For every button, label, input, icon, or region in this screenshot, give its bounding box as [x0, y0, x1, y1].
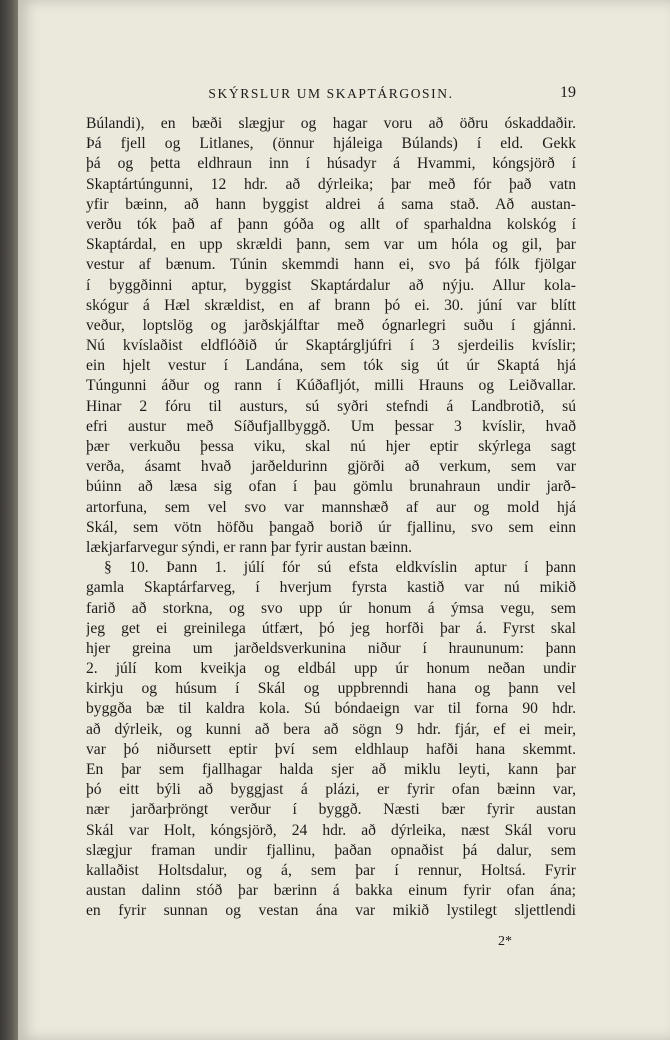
text-line: slægjur framan undir fjallinu, þaðan opnaðist þá dalur, sem	[86, 841, 576, 859]
text-line: Nú kvíslaðist eldflóðið úr Skaptárgljúfri í 3 sjerdeilis kvíslir;	[86, 337, 576, 355]
text-line: jeg get ei greinilega útfært, þó jeg horfði þar á. Fyrst skal	[86, 619, 576, 637]
text-line: í byggðinni aptur, byggist Skaptárdalur að nýju. Allur kola-	[86, 276, 576, 294]
text-line: þá og þetta eldhraun inn í húsadyr á Hvammi, kóngsjörð í	[86, 155, 576, 173]
text-line: Skál var Holt, kóngsjörð, 24 hdr. að dýrleika, næst Skál voru	[86, 821, 576, 839]
text-line: að dýrleik, og kunni að bera að sögn 9 hdr. fjár, ef ei meir,	[86, 720, 576, 738]
text-line: vestur af bænum. Túnin skemmdi hann ei, svo þá fólk fjölgar	[86, 256, 576, 274]
text-line: kirkju og húsum í Skál og uppbrenndi hana og þann vel	[86, 680, 576, 698]
text-line: kallaðist Holtsdalur, og á, sem þar í rennur, Holtsá. Fyrir	[86, 861, 576, 879]
text-line: gamla Skaptárfarveg, í hverjum fyrsta kastið var nú mikið	[86, 579, 576, 597]
text-line: Túngunni áður og rann í Kúðafljót, milli Hrauns og Leiðvallar.	[86, 377, 576, 395]
text-line: ein hjelt vestur í Landána, sem tók sig út úr Skaptá hjá	[86, 357, 576, 375]
text-line: Skál, sem vötn höfðu þangað borið úr fjallinu, svo sem einn	[86, 518, 576, 536]
text-line: yfir bæinn, að hann byggist aldrei á sama stað. Að austan-	[86, 195, 576, 213]
text-line: Skaptártúngunni, 12 hdr. að dýrleika; þar með fór það vatn	[86, 175, 576, 193]
text-line: Þá fjell og Litlanes, (önnur hjáleiga Búlands) í eld. Gekk	[86, 135, 576, 153]
text-line: þó eitt býli að byggjast á plázi, er fyrir ofan bæinn var,	[86, 781, 576, 799]
text-line: verða, ásamt hvað jarðeldurinn gjörði að verkum, sem var	[86, 458, 576, 476]
text-line: veður, loptslög og jarðskjálftar með ógnarlegri suðu í gjánni.	[86, 316, 576, 334]
text-line: verðu tók það af þann góða og allt of sparhaldna kolskóg í	[86, 215, 576, 233]
text-line: 2. júlí kom kveikja og eldbál upp úr honum neðan undir	[86, 660, 576, 678]
text-line: en fyrir sunnan og vestan ána var mikið lystilegt sljettlendi	[86, 902, 576, 920]
text-line: Skaptárdal, en upp skrældi þann, sem var um hóla og gil, þar	[86, 236, 576, 254]
signature-mark: 2*	[498, 934, 512, 949]
text-line: Búlandi), en bæði slægjur og hagar voru að öðru óskaddaðir.	[86, 115, 576, 132]
text-line: var þó niðursett eptir því sem eldhlaup hafði hana skemmt.	[86, 740, 576, 758]
page-number: 19	[560, 84, 576, 101]
text-line: austan dalinn stóð þar bærinn á bakka einum fyrir ofan ána;	[86, 882, 576, 900]
page-header	[86, 84, 576, 108]
text-line: efri austur með Síðufjallbyggð. Um þessar 3 kvíslir, hvað	[86, 417, 576, 435]
text-line: Hinar 2 fóru til austurs, sú syðri stefndi á Landbrotið, sú	[86, 397, 576, 415]
running-title: SKÝRSLUR UM SKAPTÁRGOSIN.	[208, 86, 454, 101]
text-line: búinn að læsa sig ofan í þau gömlu brunahraun undir jarð-	[86, 478, 576, 496]
text-line: hjer greina um jarðeldsverkunina niður í hraununum: þann	[86, 639, 576, 657]
text-line: þær verkuðu þessa viku, skal nú hjer eptir skýrlega sagt	[86, 438, 576, 455]
book-spine-edge	[0, 0, 18, 1040]
body-text	[86, 114, 576, 922]
text-line-paragraph-end: lækjarfarvegur sýndi, er rann þar fyrir austan bæinn.	[86, 538, 413, 556]
text-line: farið að storkna, og svo upp úr honum á ýmsa vegu, sem	[86, 599, 576, 617]
text-line: byggða bæ til kaldra kola. Sú bóndaeign var til forna 90 hdr.	[86, 700, 576, 718]
text-line: artorfuna, sem vel svo var mannshæð af aur og mold hjá	[86, 498, 576, 516]
text-line: nær jarðarþröngt verður í byggð. Næsti bær fyrir austan	[86, 801, 576, 819]
book-page	[18, 0, 670, 1040]
text-line: skógur á Hæl skrældist, en af brann þó ei. 30. júní var blítt	[86, 296, 576, 314]
text-line-section-start: § 10. Þann 1. júlí fór sú efsta eldkvíslin aptur í þann	[104, 559, 576, 577]
text-line: En þar sem fjallhagar halda sjer að miklu leyti, kann þar	[86, 761, 576, 778]
